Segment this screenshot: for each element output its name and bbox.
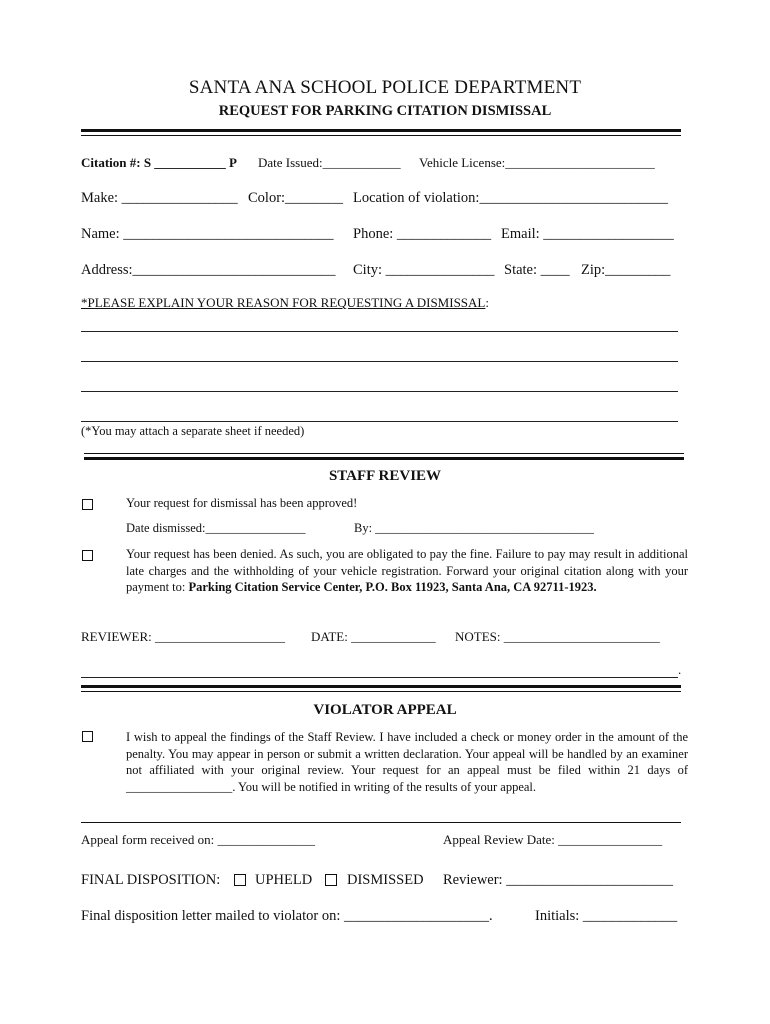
name-field[interactable]: Name: _____________________________	[81, 226, 334, 242]
appeal-received-field[interactable]: Appeal form received on: _______________	[81, 832, 315, 847]
staff-review-divider-thick	[84, 457, 684, 460]
notes-line[interactable]	[81, 676, 678, 678]
address-field[interactable]: Address:____________________________	[81, 262, 336, 278]
approved-checkbox[interactable]	[82, 499, 93, 510]
initials-field[interactable]: Initials: _____________	[535, 908, 678, 924]
explanation-prompt: *PLEASE EXPLAIN YOUR REASON FOR REQUESTING A DISMISSAL:	[81, 295, 489, 310]
appeal-review-date-field[interactable]: Appeal Review Date: ________________	[443, 832, 663, 847]
form-title: REQUEST FOR PARKING CITATION DISMISSAL	[218, 103, 552, 119]
department-title: SANTA ANA SCHOOL POLICE DEPARTMENT	[188, 77, 582, 98]
phone-field[interactable]: Phone: _____________	[353, 226, 492, 242]
review-date-field[interactable]: DATE: _____________	[311, 629, 436, 644]
explanation-line-4[interactable]	[81, 420, 678, 422]
header-divider-thin	[81, 135, 681, 136]
denied-text: Your request has been denied. As such, you are obligated to pay the fine. Failure to pay may result in additional late charges and the withholding of your vehicle registration. Forward your original citation along with your payment to: Parking Citation Service Center, P.O. Box 11923, Santa Ana, CA 92711-1923.	[126, 547, 688, 594]
dismissed-label: DISMISSED	[347, 872, 424, 888]
notes-line-end: .	[678, 662, 682, 677]
city-field[interactable]: City: _______________	[353, 262, 495, 278]
location-field[interactable]: Location of violation:__________________________	[353, 190, 668, 206]
reviewer-field[interactable]: REVIEWER: ____________________	[81, 629, 286, 644]
appeal-divider-thick	[81, 685, 681, 688]
staff-review-divider-thin	[84, 453, 684, 454]
make-field[interactable]: Make: ________________	[81, 190, 238, 206]
letter-mailed-field[interactable]: Final disposition letter mailed to violator on: ____________________.	[81, 908, 493, 924]
upheld-checkbox[interactable]	[234, 874, 246, 886]
dismissed-by-field[interactable]: By: ___________________________________	[354, 521, 594, 535]
email-field[interactable]: Email: __________________	[501, 226, 674, 242]
final-divider	[81, 822, 681, 823]
header-divider-thick	[81, 129, 681, 132]
date-issued-field[interactable]: Date Issued:____________	[258, 155, 401, 170]
dismissed-checkbox[interactable]	[325, 874, 337, 886]
approved-text: Your request for dismissal has been approved!	[126, 496, 358, 510]
staff-review-heading: STAFF REVIEW	[328, 468, 442, 484]
violator-appeal-heading: VIOLATOR APPEAL	[313, 702, 457, 718]
vehicle-license-field[interactable]: Vehicle License:_______________________	[419, 155, 655, 170]
final-reviewer-field[interactable]: Reviewer: _______________________	[443, 872, 673, 888]
final-disposition-label: FINAL DISPOSITION:	[81, 872, 221, 888]
color-field[interactable]: Color:________	[248, 190, 344, 206]
appeal-divider-thin	[81, 691, 681, 692]
notes-field[interactable]: NOTES: ________________________	[455, 629, 660, 644]
explanation-line-1[interactable]	[81, 330, 678, 332]
upheld-label: UPHELD	[255, 872, 313, 888]
explanation-line-2[interactable]	[81, 360, 678, 362]
appeal-checkbox[interactable]	[82, 731, 93, 742]
appeal-text: I wish to appeal the findings of the Staff Review. I have included a check or money order in the amount of the penalty. You may appear in person or submit a written declaration. Your appeal will be handled by an examiner not affiliated with your original review. Your request for an appeal must be filed within 21 days of _________________. You will be notified in writing of the results of your appeal.	[126, 730, 688, 794]
explanation-line-3[interactable]	[81, 390, 678, 392]
denied-checkbox[interactable]	[82, 550, 93, 561]
zip-field[interactable]: Zip:_________	[581, 262, 671, 278]
citation-number-field[interactable]: Citation #: S ___________ P	[81, 155, 237, 170]
date-dismissed-field[interactable]: Date dismissed:________________	[126, 521, 306, 535]
state-field[interactable]: State: ____	[504, 262, 570, 278]
attach-note: (*You may attach a separate sheet if needed)	[81, 424, 305, 438]
